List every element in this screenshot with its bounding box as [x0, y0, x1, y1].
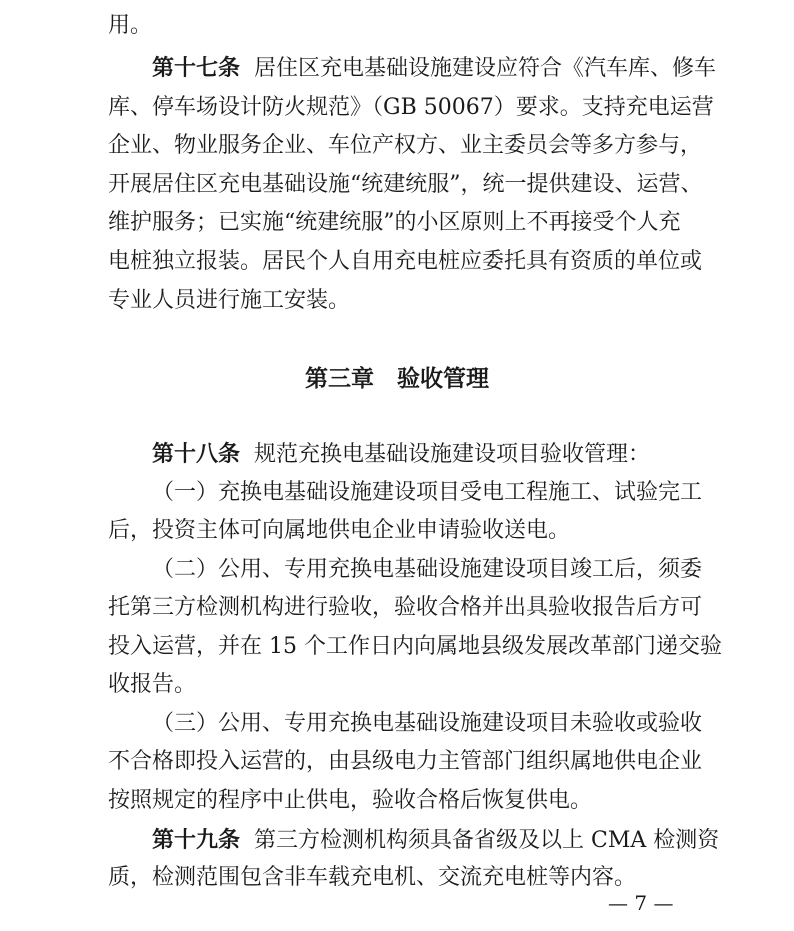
line-text: 按照规定的程序中止供电，验收合格后恢复供电。	[108, 788, 593, 813]
paragraph-line	[0, 248, 794, 276]
paragraph-line	[0, 209, 794, 237]
line-text: 居住区充电基础设施建设应符合《汽车库、修车	[254, 56, 717, 81]
line-text: （三）公用、专用充换电基础设施建设项目未验收或验收	[152, 711, 703, 736]
chapter-heading: 第三章 验收管理	[305, 365, 489, 392]
article-18-line	[0, 440, 794, 469]
line-text: 规范充换电基础设施建设项目验收管理：	[254, 442, 651, 467]
line-text: 开展居住区充电基础设施“统建统服”，统一提供建设、运营、	[108, 172, 703, 197]
line-text: 第三方检测机构须具备省级及以上 CMA 检测资	[254, 828, 720, 853]
paragraph-line	[0, 594, 794, 622]
page-number: — 7 —	[608, 891, 674, 915]
paragraph-line	[0, 287, 794, 315]
article-18-label: 第十八条	[152, 441, 241, 467]
article-19-line	[0, 826, 794, 855]
article-17-label: 第十七条	[152, 55, 241, 81]
paragraph-line	[0, 556, 794, 584]
line-text: 不合格即投入运营的，由县级电力主管部门组织属地供电企业	[108, 749, 703, 774]
line-text: 电桩独立报装。居民个人自用充电桩应委托具有资质的单位或	[108, 249, 703, 274]
line-text: 专业人员进行施工安装。	[108, 288, 351, 313]
line-text: 库、停车场设计防火规范》（GB 50067）要求。支持充电运营	[108, 95, 714, 120]
paragraph-line	[0, 633, 794, 661]
paragraph-line	[0, 517, 794, 545]
paragraph-line	[0, 710, 794, 738]
paragraph-line	[0, 171, 794, 199]
paragraph-line	[0, 479, 794, 507]
line-text: （二）公用、专用充换电基础设施建设项目竣工后，须委	[152, 557, 703, 582]
paragraph-line	[0, 132, 794, 160]
paragraph-line	[0, 671, 794, 699]
line-text: 托第三方检测机构进行验收，验收合格并出具验收报告后方可	[108, 595, 703, 620]
article-19-label: 第十九条	[152, 827, 241, 853]
line-text: 用。	[108, 13, 153, 38]
line-text: 投入运营，并在 15 个工作日内向属地县级发展改革部门递交验	[108, 634, 722, 659]
line-text: 企业、物业服务企业、车位产权方、业主委员会等多方参与，	[108, 133, 703, 158]
line-text: 质，检测范围包含非车载充电机、交流充电桩等内容。	[108, 865, 637, 890]
paragraph-line	[0, 864, 794, 892]
article-17-line	[0, 54, 794, 83]
line-text: 维护服务；已实施“统建统服”的小区原则上不再接受个人充	[108, 210, 681, 235]
paragraph-line	[0, 748, 794, 776]
line-text: （一）充换电基础设施建设项目受电工程施工、试验完工	[152, 480, 703, 505]
paragraph-line	[0, 12, 794, 40]
line-text: 收报告。	[108, 672, 197, 697]
paragraph-line	[0, 787, 794, 815]
paragraph-line	[0, 94, 794, 122]
line-text: 后，投资主体可向属地供电企业申请验收送电。	[108, 518, 571, 543]
